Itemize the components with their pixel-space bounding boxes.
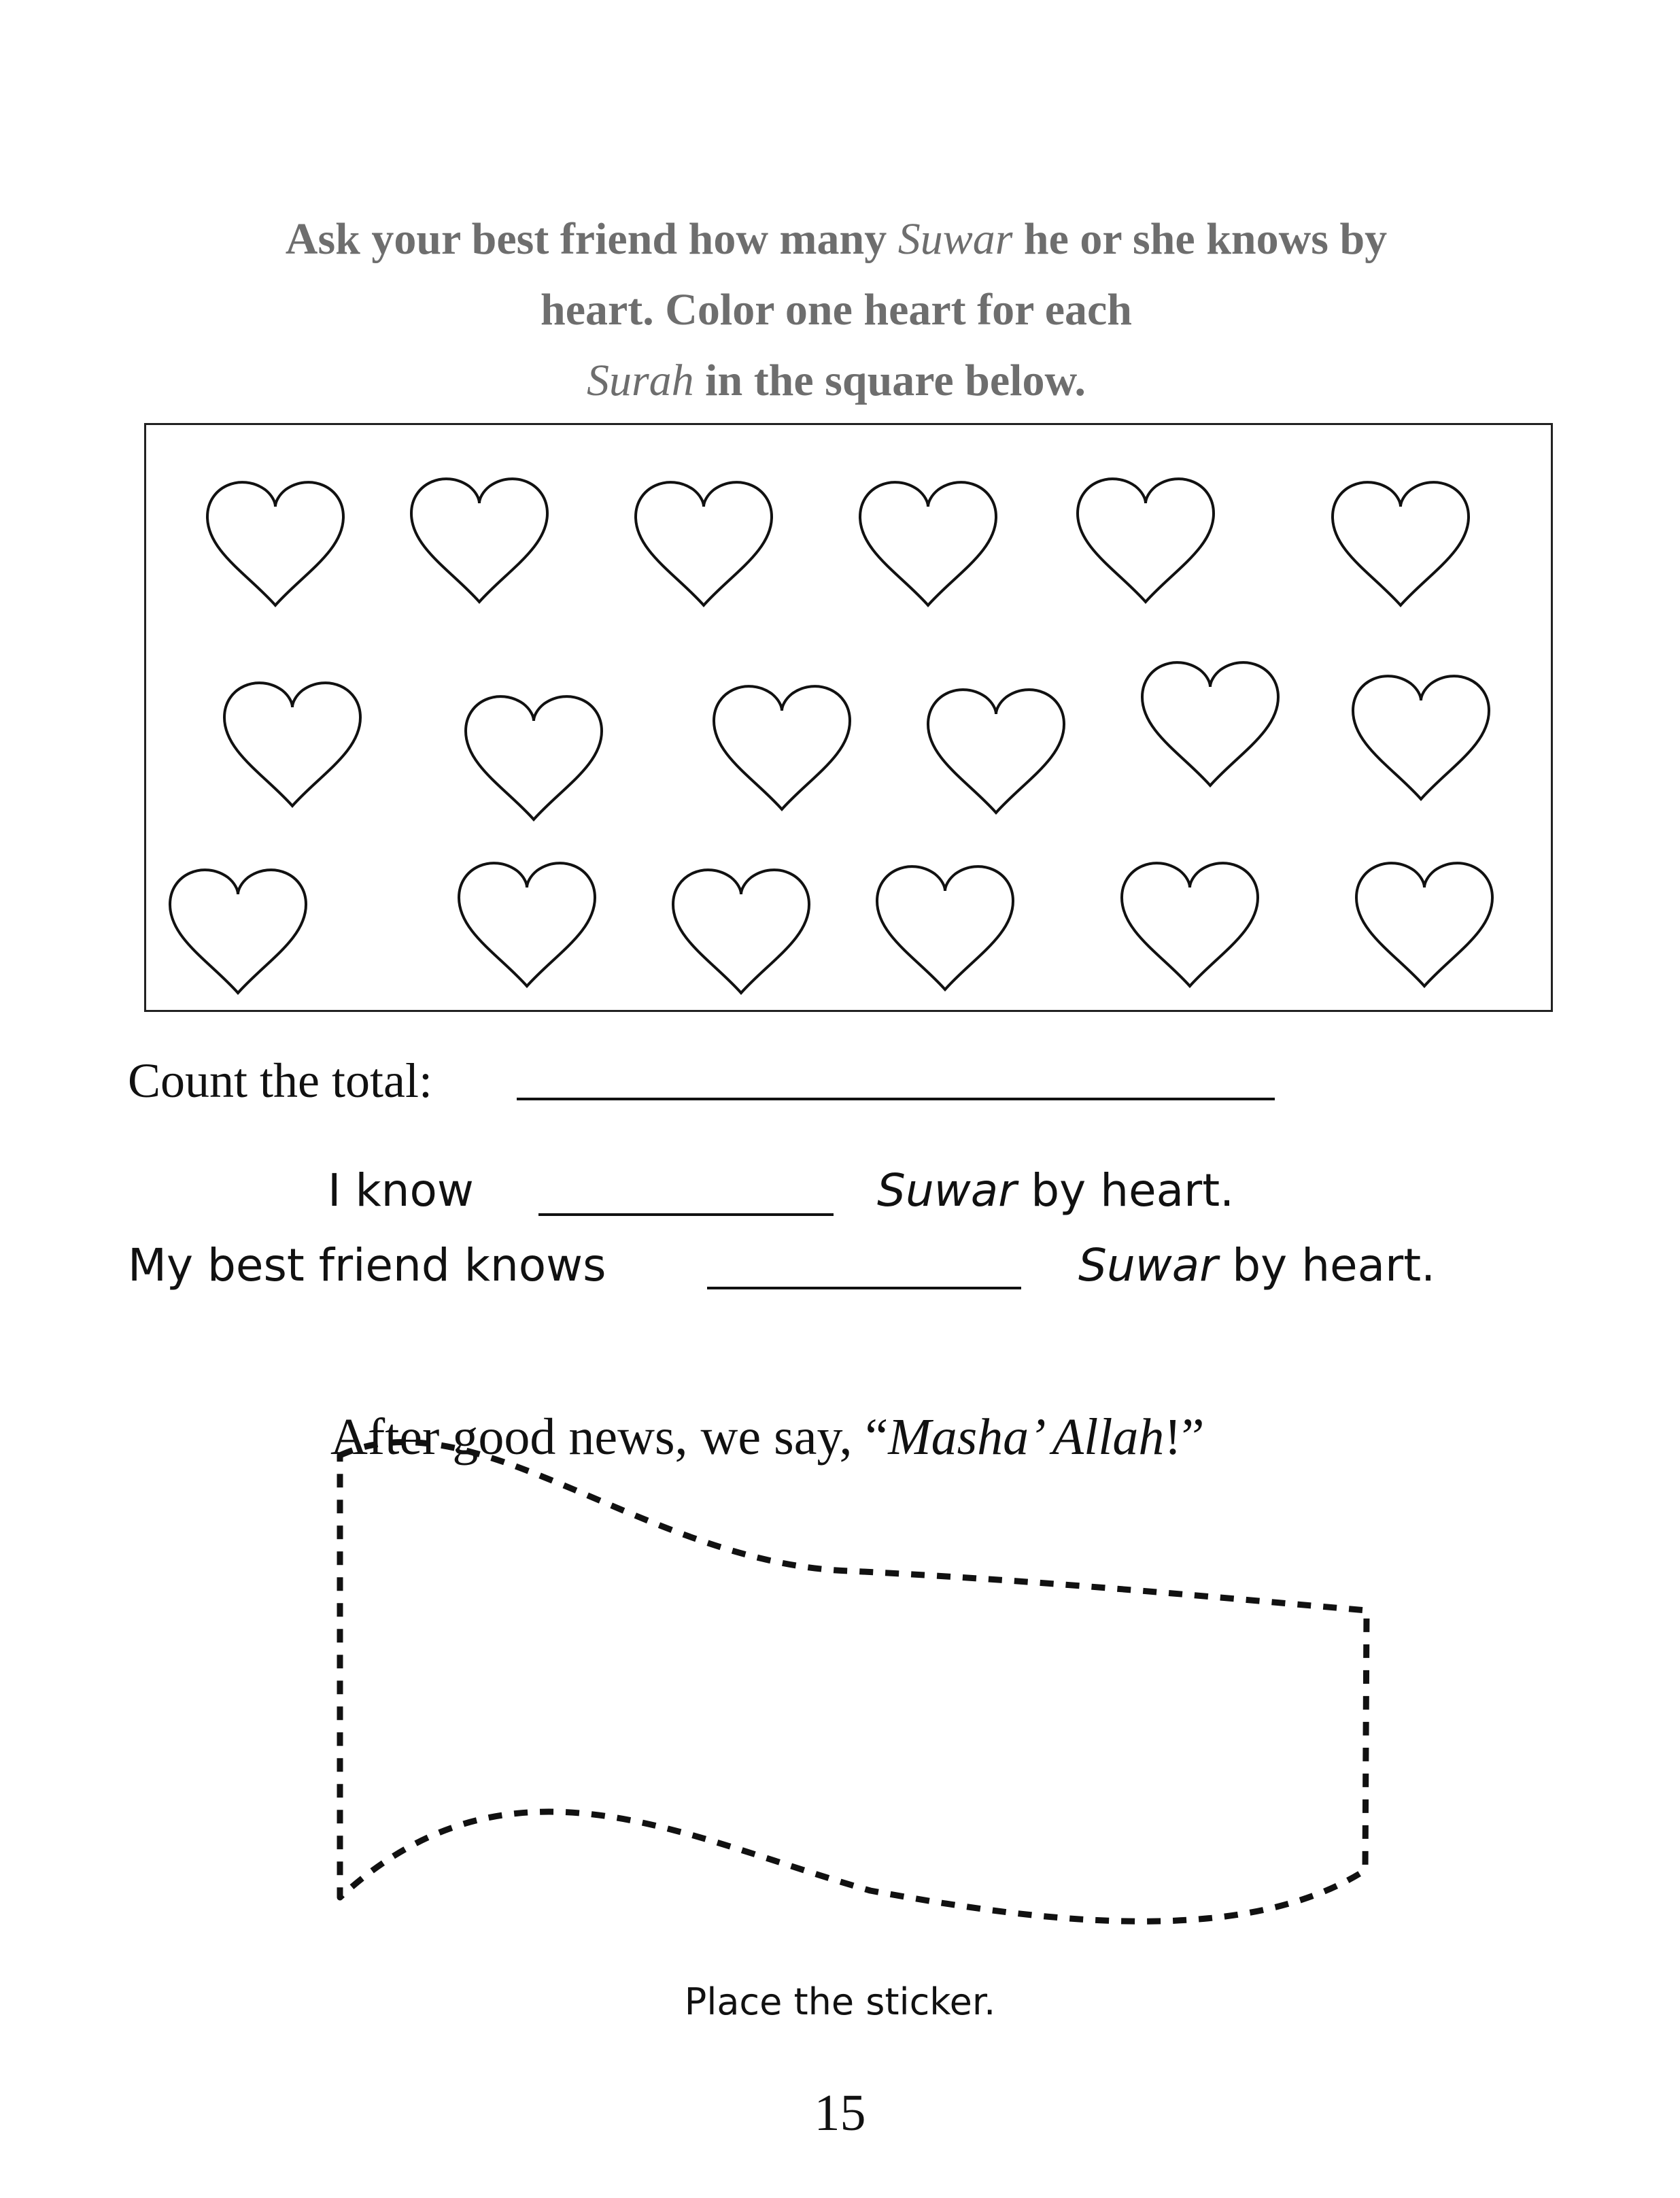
- instructions-line-2: heart. Color one heart for each: [540, 285, 1133, 335]
- page-number: 15: [814, 2084, 866, 2142]
- sticker-dashed-outline: [340, 1442, 1367, 1921]
- suwar-word: Suwar: [897, 214, 1013, 264]
- surah-word: Surah: [586, 356, 694, 405]
- count-total-label: Count the total:: [128, 1053, 432, 1108]
- instructions-line-3: Surah in the square below.: [586, 356, 1086, 405]
- instructions-line-1: Ask your best friend how many Suwar he or she knows by: [285, 214, 1388, 264]
- i-know-label: I know: [328, 1164, 474, 1217]
- friend-knows-suffix: Suwar by heart.: [1078, 1239, 1436, 1291]
- good-news-line: After good news, we say, “Masha’ Allah!”: [330, 1408, 1205, 1466]
- sticker-caption: Place the sticker.: [684, 1980, 996, 2023]
- masha-allah-phrase: Masha’ Allah: [888, 1408, 1165, 1466]
- friend-knows-label: My best friend knows: [128, 1239, 606, 1291]
- i-know-suffix: Suwar by heart.: [877, 1164, 1235, 1217]
